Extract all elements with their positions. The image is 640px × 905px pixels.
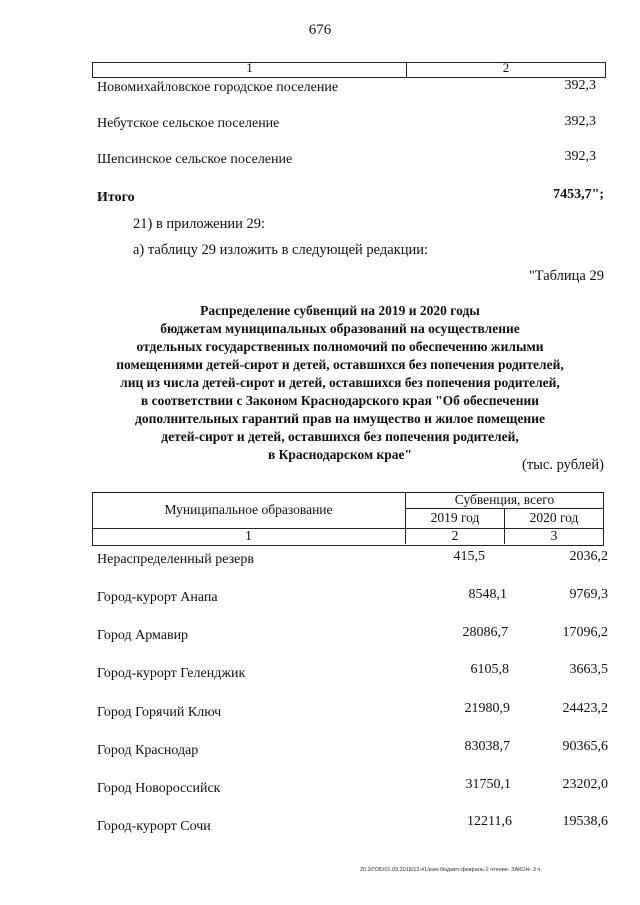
title-line: отдельных государственных полномочий по обеспечению жилыми <box>136 339 544 354</box>
table-row-name: Город Краснодар <box>97 743 199 758</box>
table-row-2019: 83038,7 <box>464 739 510 754</box>
table-row-name: Нераспределенный резерв <box>97 552 254 567</box>
units-label: (тыс. рублей) <box>522 457 604 473</box>
table-row-2019: 6105,8 <box>470 662 509 677</box>
page-number: 676 <box>308 22 332 38</box>
table-row-2020: 19538,6 <box>562 814 608 829</box>
table-row-2020: 24423,2 <box>562 701 608 716</box>
table-row-2019: 28086,7 <box>462 625 508 640</box>
top-row-name: Шепсинское сельское поселение <box>97 152 293 167</box>
total-label: Итого <box>97 190 135 205</box>
total-value: 7453,7"; <box>553 187 604 202</box>
top-table-col-1: 1 <box>246 60 253 75</box>
col-num-1: 1 <box>245 528 252 543</box>
table-row-name: Город-курорт Анапа <box>97 590 218 605</box>
title-line: Распределение субвенций на 2019 и 2020 годы <box>200 303 480 318</box>
top-row-value: 392,3 <box>564 78 596 93</box>
table-row-2020: 9769,3 <box>569 587 608 602</box>
col-num-3: 3 <box>550 528 558 543</box>
table-row-name: Город-курорт Геленджик <box>97 666 246 681</box>
table-row-2020: 2036,2 <box>569 549 608 564</box>
table-row-2019: 415,5 <box>453 549 485 564</box>
table-row-2019: 21980,9 <box>464 701 510 716</box>
table-row-2020: 90365,6 <box>562 739 608 754</box>
paragraph-a: а) таблицу 29 изложить в следующей редакции: <box>133 242 429 258</box>
col-municipality-header: Муниципальное образование <box>164 502 333 517</box>
title-line: бюджетам муниципальных образований на осуществление <box>160 321 520 336</box>
table-row-2020: 23202,0 <box>562 777 608 792</box>
table-row-2020: 3663,5 <box>569 662 608 677</box>
table-row-2019: 8548,1 <box>468 587 507 602</box>
title-line: лиц из числа детей-сирот и детей, оставшихся без попечения родителей, <box>120 375 560 390</box>
col-num-2: 2 <box>451 528 459 543</box>
footer-text: 20.3/ГОБ/01.03.2018/13:41/изм-бюджет-февраль-2 чтение- ЗАКОН- 3 ч. <box>360 867 542 873</box>
table-reference: "Таблица 29 <box>528 268 604 284</box>
table-row-2019: 12211,6 <box>467 814 512 829</box>
col-subvention-header: Субвенция, всего <box>454 492 555 507</box>
table-row-name: Город Новороссийск <box>97 781 221 796</box>
col-2019-header: 2019 год <box>430 510 480 525</box>
title-line: дополнительных гарантий прав на имущество и жилое помещение <box>135 411 545 426</box>
top-table-col-2: 2 <box>502 60 510 75</box>
top-row-value: 392,3 <box>564 149 596 164</box>
table-row-name: Город-курорт Сочи <box>97 819 211 834</box>
table-row-2019: 31750,1 <box>465 777 511 792</box>
top-row-name: Новомихайловское городское поселение <box>97 80 339 95</box>
title-line: в соответствии с Законом Краснодарского края "Об обеспечении <box>140 393 540 408</box>
table-title <box>100 302 580 464</box>
top-row-name: Небутское сельское поселение <box>97 116 280 131</box>
title-line: помещениями детей-сирот и детей, оставшихся без попечения родителей, <box>116 357 564 372</box>
table-row-name: Город Армавир <box>97 628 189 643</box>
title-line: в Краснодарском крае" <box>267 447 413 462</box>
paragraph-21: 21) в приложении 29: <box>133 216 266 232</box>
table-row-2020: 17096,2 <box>562 625 608 640</box>
table-row-name: Город Горячий Ключ <box>97 705 222 720</box>
col-2020-header: 2020 год <box>529 510 579 525</box>
top-table-header <box>92 62 606 78</box>
title-line: детей-сирот и детей, оставшихся без попечения родителей, <box>161 429 519 444</box>
top-row-value: 392,3 <box>564 114 596 129</box>
main-table-header <box>92 492 604 546</box>
